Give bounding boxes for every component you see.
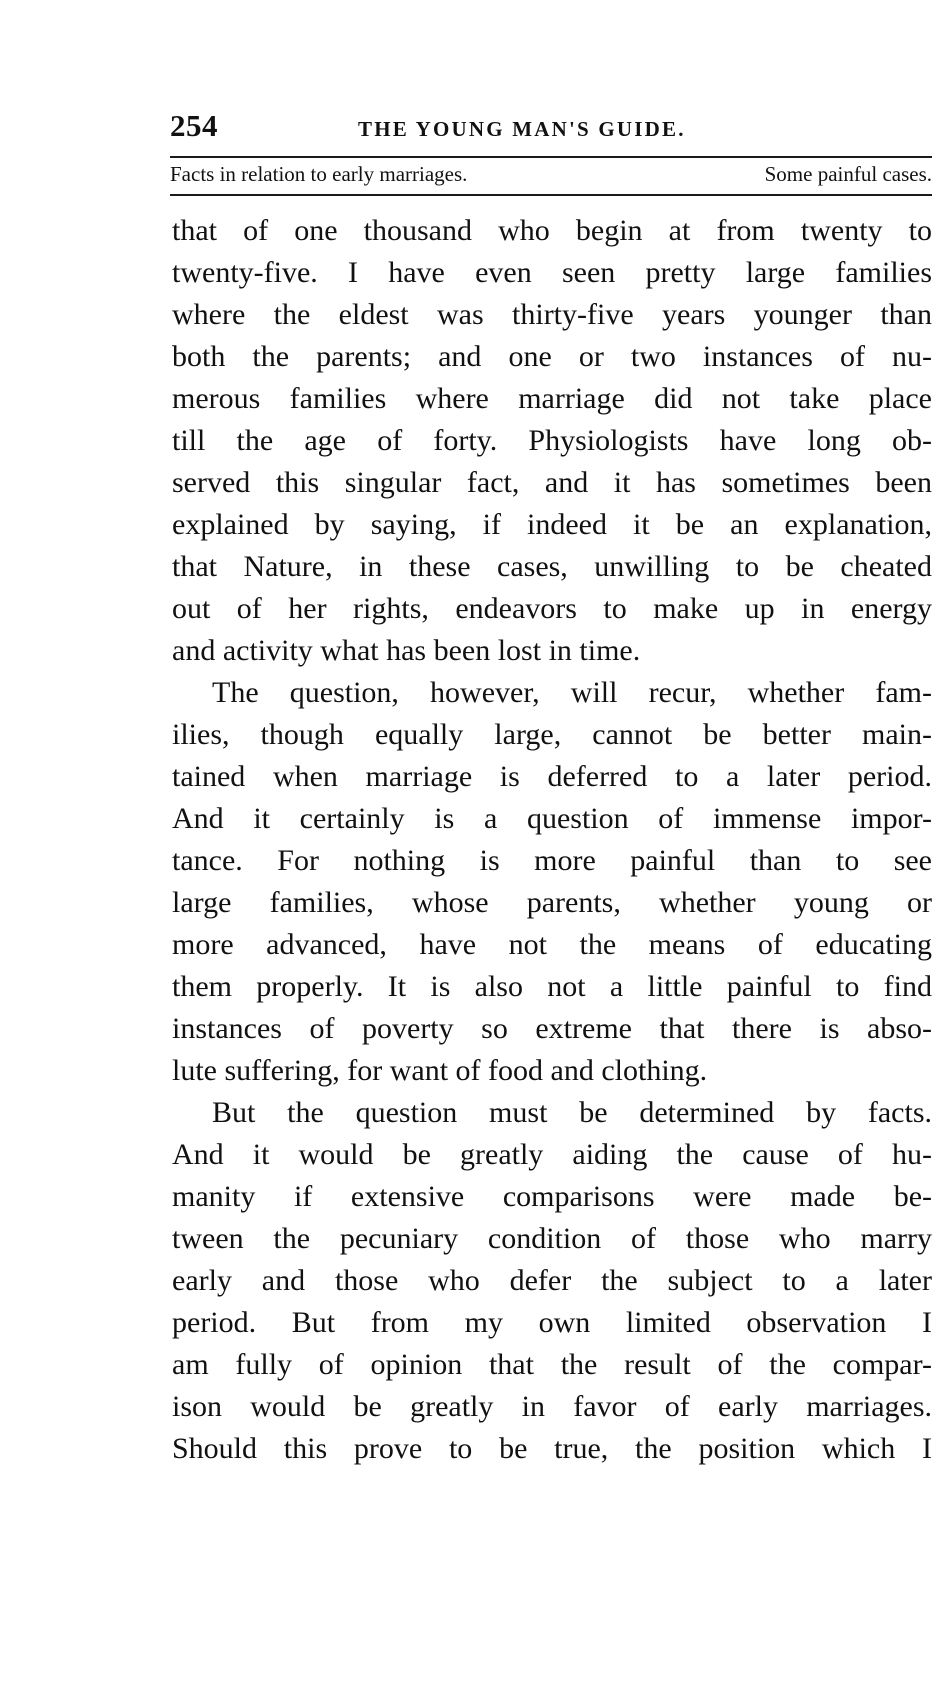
- text-line: them properly. It is also not a little painful to find: [172, 970, 932, 1003]
- text-line: merous families where marriage did not take place: [172, 382, 932, 415]
- text-line: Should this prove to be true, the position which I: [172, 1432, 932, 1465]
- text-line: tween the pecuniary condition of those who marry: [172, 1222, 932, 1255]
- book-title: THE YOUNG MAN'S GUIDE.: [358, 117, 686, 141]
- text-line: tance. For nothing is more painful than to see: [172, 844, 932, 877]
- text-line: where the eldest was thirty-five years younger than: [172, 298, 932, 331]
- subhead-right: Some painful cases.: [764, 162, 932, 186]
- subhead-left: Facts in relation to early marriages.: [170, 162, 468, 186]
- header-rule-top: [170, 156, 932, 158]
- paragraph-2: [172, 672, 932, 1092]
- text-line: and activity what has been lost in time.: [172, 634, 641, 667]
- text-line: both the parents; and one or two instances of nu-: [172, 340, 932, 373]
- running-head: [170, 108, 932, 152]
- text-line: that Nature, in these cases, unwilling to be cheated: [172, 550, 932, 583]
- body-text: [172, 210, 932, 1470]
- text-line: instances of poverty so extreme that there is abso-: [172, 1012, 932, 1045]
- header-rule-bottom: [170, 194, 932, 196]
- text-line: twenty-five. I have even seen pretty large families: [172, 256, 932, 289]
- text-line: served this singular fact, and it has sometimes been: [172, 466, 932, 499]
- text-line: till the age of forty. Physiologists have long ob-: [172, 424, 932, 457]
- text-line: explained by saying, if indeed it be an explanation,: [172, 508, 932, 541]
- text-line: And it would be greatly aiding the cause of hu-: [172, 1138, 932, 1171]
- text-line: ison would be greatly in favor of early marriages.: [172, 1390, 932, 1423]
- section-subheads: [170, 162, 932, 192]
- text-line: period. But from my own limited observation I: [172, 1306, 932, 1339]
- text-line: manity if extensive comparisons were made be-: [172, 1180, 932, 1213]
- text-line: And it certainly is a question of immense impor-: [172, 802, 932, 835]
- text-line: more advanced, have not the means of educating: [172, 928, 932, 961]
- text-line: large families, whose parents, whether young or: [172, 886, 932, 919]
- text-line: that of one thousand who begin at from twenty to: [172, 214, 932, 247]
- paragraph-1: [172, 210, 932, 672]
- text-line: But the question must be determined by facts.: [212, 1096, 932, 1129]
- text-line: ilies, though equally large, cannot be better main-: [172, 718, 932, 751]
- paragraph-3: [172, 1092, 932, 1470]
- text-line: am fully of opinion that the result of the compar-: [172, 1348, 932, 1381]
- text-line: The question, however, will recur, whether fam-: [212, 676, 932, 709]
- text-line: tained when marriage is deferred to a later period.: [172, 760, 932, 793]
- text-line: early and those who defer the subject to a later: [172, 1264, 932, 1297]
- text-line: out of her rights, endeavors to make up in energy: [172, 592, 932, 625]
- text-line: lute suffering, for want of food and clothing.: [172, 1054, 708, 1087]
- page-number: 254: [170, 108, 218, 143]
